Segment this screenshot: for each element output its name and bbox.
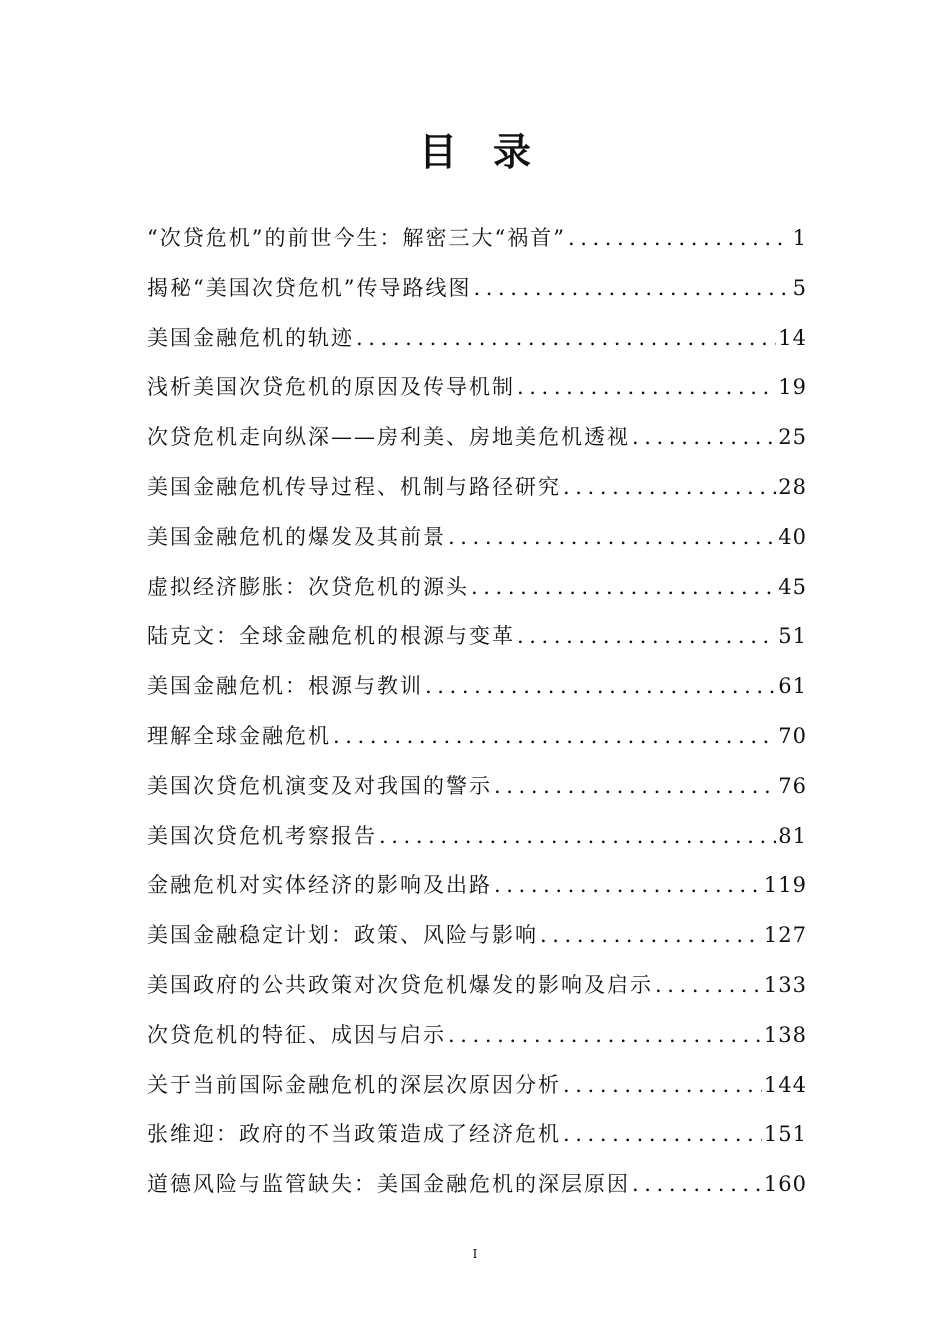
toc-entry[interactable] [147,322,807,372]
toc-entry-page: 28 [778,474,807,499]
toc-entry-title: 张维迎：政府的不当政策造成了经济危机 [147,1122,561,1147]
toc-entry[interactable] [147,521,807,571]
toc-entry-page: 5 [792,275,807,300]
toc-entry-page: 127 [763,923,807,948]
toc-entry-page: 81 [778,823,807,848]
toc-leader-dots [425,674,776,698]
toc-entry-title: 美国金融危机的爆发及其前景 [147,524,446,549]
toc-leader-dots [473,276,790,300]
toc-entry-title: “次贷危机”的前世今生：解密三大“祸首” [147,226,566,250]
toc-entry[interactable] [147,869,807,919]
toc-entry-title: 金融危机对实体经济的影响及出路 [147,873,492,898]
toc-entry[interactable] [147,371,807,421]
toc-entry[interactable] [147,969,807,1019]
toc-entry-title: 次贷危机走向纵深——房利美、房地美危机透视 [147,425,630,450]
toc-entry-page: 138 [763,1022,807,1047]
toc-entry[interactable] [147,471,807,521]
toc-entry-title: 美国次贷危机演变及对我国的警示 [147,773,492,798]
toc-leader-dots [563,475,776,499]
toc-entry[interactable] [147,1019,807,1069]
toc-entry-page: 144 [763,1072,807,1097]
toc-entry-title: 美国次贷危机考察报告 [147,823,377,848]
toc-entry-title: 虚拟经济膨胀：次贷危机的源头 [147,574,469,599]
toc-leader-dots [563,1122,762,1146]
toc-entry[interactable] [147,421,807,471]
toc-entry-title: 美国金融危机：根源与教训 [147,674,423,699]
toc-entry-page: 25 [778,425,807,450]
toc-entry-title: 美国政府的公共政策对次贷危机爆发的影响及启示 [147,972,653,997]
toc-entry-title: 次贷危机的特征、成因与启示 [147,1022,446,1047]
toc-leader-dots [517,375,776,399]
toc-leader-dots [563,1073,762,1097]
toc-entry-title: 美国金融稳定计划：政策、风险与影响 [147,923,538,948]
toc-entry-page: 1 [792,226,807,250]
table-of-contents [147,222,807,1218]
toc-entry[interactable] [147,770,807,820]
toc-leader-dots [632,1172,762,1196]
toc-entry-page: 151 [763,1122,807,1147]
toc-entry-title: 浅析美国次贷危机的原因及传导机制 [147,375,515,400]
toc-leader-dots [517,624,776,648]
toc-entry[interactable] [147,919,807,969]
toc-leader-dots [655,973,762,997]
toc-entry[interactable] [147,670,807,720]
toc-entry[interactable] [147,820,807,870]
toc-entry[interactable] [147,1069,807,1119]
page-title: 目录 [418,130,567,174]
toc-leader-dots [494,873,762,897]
toc-entry-page: 76 [778,773,807,798]
toc-entry-page: 19 [778,375,807,400]
toc-entry[interactable] [147,620,807,670]
toc-leader-dots [494,774,776,798]
toc-leader-dots [632,425,776,449]
toc-entry-page: 160 [763,1172,807,1197]
toc-leader-dots [379,824,776,848]
toc-entry-title: 陆克文：全球金融危机的根源与变革 [147,624,515,649]
toc-entry-page: 51 [778,624,807,649]
toc-leader-dots [568,226,791,250]
toc-entry-title: 理解全球金融危机 [147,723,331,748]
toc-entry-page: 61 [778,674,807,699]
toc-leader-dots [356,326,776,350]
toc-entry-title: 道德风险与监管缺失：美国金融危机的深层原因 [147,1172,630,1197]
toc-entry[interactable] [147,720,807,770]
toc-entry[interactable] [147,272,807,322]
toc-leader-dots [448,1023,762,1047]
toc-entry-page: 70 [778,723,807,748]
toc-entry[interactable] [147,1118,807,1168]
toc-leader-dots [540,923,762,947]
toc-entry-title: 关于当前国际金融危机的深层次原因分析 [147,1072,561,1097]
toc-entry[interactable] [147,1168,807,1218]
toc-entry-title: 揭秘“美国次贷危机”传导路线图 [147,275,472,300]
toc-leader-dots [448,525,776,549]
footer-page-number: I [472,1247,478,1261]
toc-leader-dots [333,724,776,748]
toc-entry-page: 119 [763,873,807,898]
toc-entry-page: 40 [778,524,807,549]
toc-entry-title: 美国金融危机传导过程、机制与路径研究 [147,474,561,499]
toc-entry-page: 133 [763,972,807,997]
toc-entry-title: 美国金融危机的轨迹 [147,325,354,350]
toc-leader-dots [471,575,776,599]
toc-entry[interactable] [147,571,807,621]
toc-entry-page: 14 [778,325,807,350]
toc-entry[interactable] [147,222,807,272]
toc-entry-page: 45 [778,574,807,599]
